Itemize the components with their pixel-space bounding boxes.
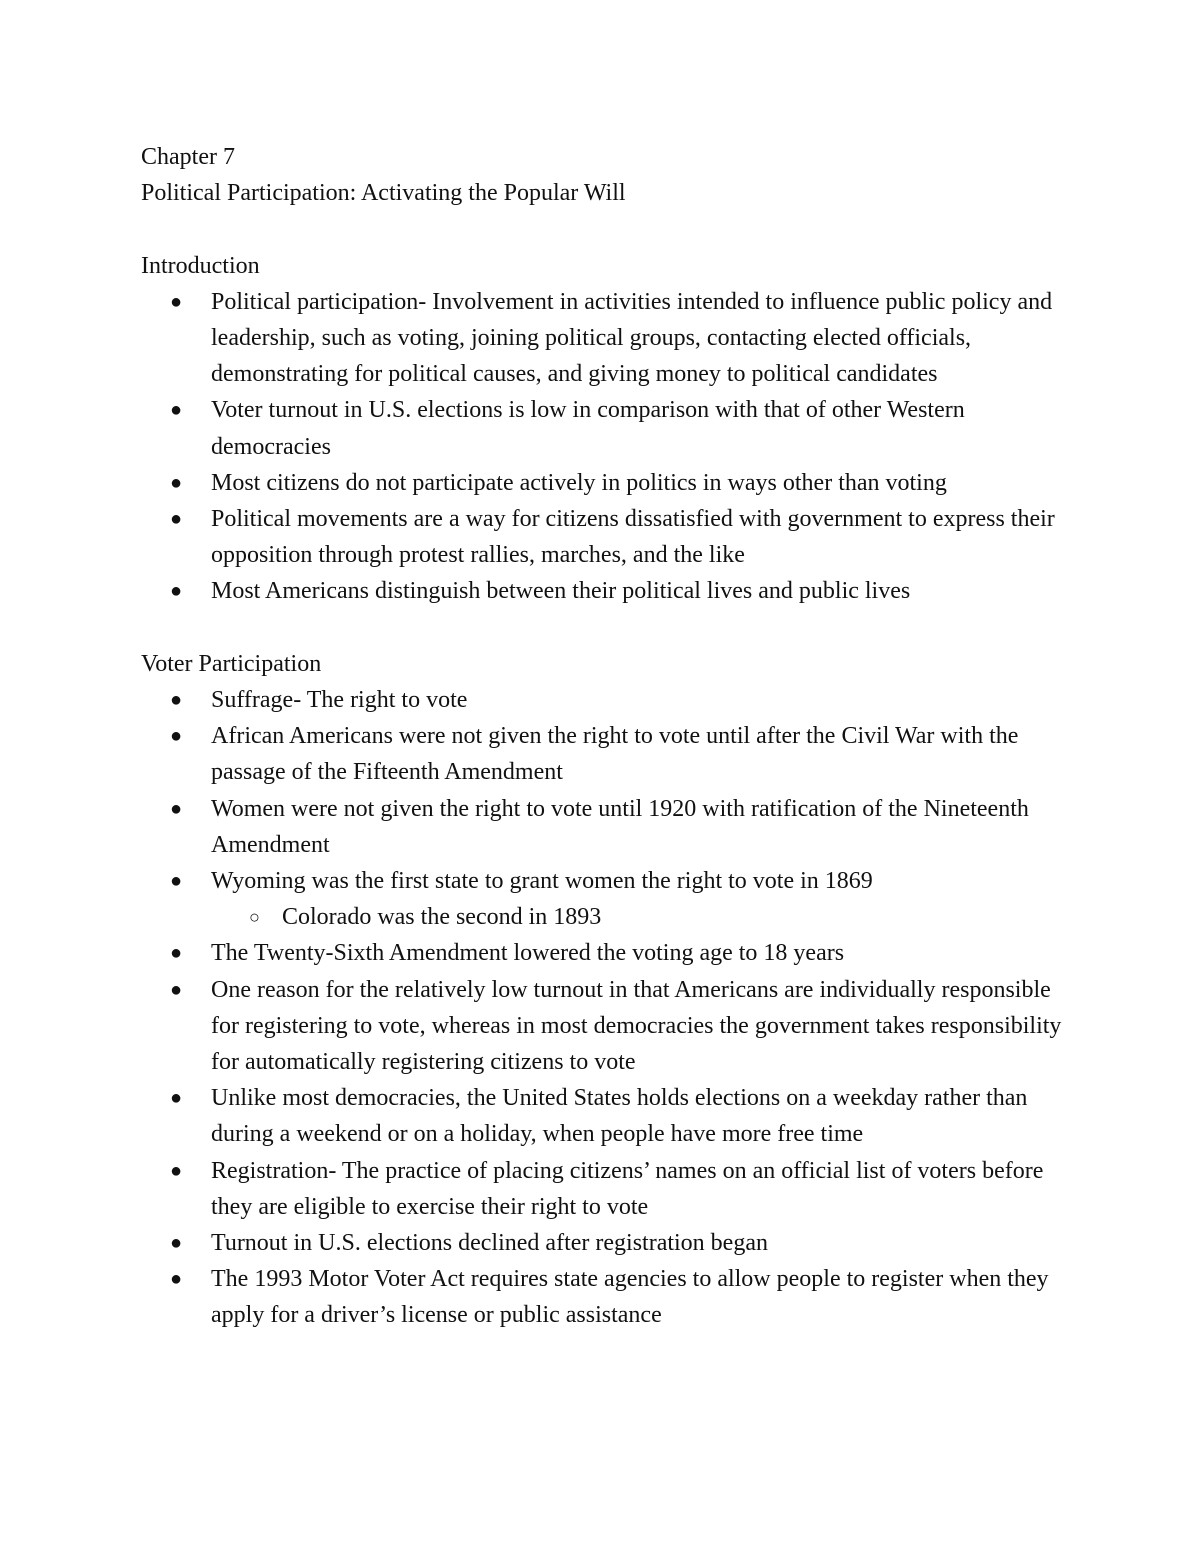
document-page [141,139,1071,1334]
sub-list-item [211,899,1071,935]
list-item [141,863,1071,935]
sub-list [211,899,1071,935]
list-item [141,718,1071,790]
list-item [141,1153,1071,1225]
bullet-icon: ● [170,942,183,965]
spacer [141,610,1071,646]
list-item [141,1225,1071,1261]
bullet-icon: ● [170,870,183,893]
bullet-icon: ● [170,1087,183,1110]
list-item [141,791,1071,863]
bullet-icon: ● [170,689,183,712]
list-item-text: Wyoming was the first state to grant women the right to vote in 1869 [211,868,873,895]
list-item-text: Political participation- Involvement in activities intended to influence public policy and leadership, such as voting, joining political groups, contacting elected officials, demonstrating for political causes, and giving money to political candidates [211,288,1053,388]
bullet-icon: ● [170,508,183,531]
bullet-icon: ● [170,1232,183,1255]
list-item-text: The 1993 Motor Voter Act requires state agencies to allow people to register when they apply for a driver’s license or public assistance [211,1266,1049,1329]
list-item-text: Turnout in U.S. elections declined after registration began [211,1230,768,1257]
chapter-label: Chapter 7 [141,144,235,170]
list-item-text: Women were not given the right to vote until 1920 with ratification of the Nineteenth Amendment [211,795,1029,858]
list-item-text: Political movements are a way for citizens dissatisfied with government to express their opposition through protest rallies, marches, and the like [211,506,1055,569]
spacer [141,211,1071,247]
list-item-text: The Twenty-Sixth Amendment lowered the voting age to 18 years [211,940,845,967]
list-item [141,682,1071,718]
bullet-icon: ● [170,1159,183,1182]
bullet-icon: ● [170,1268,183,1291]
list-item-text: African Americans were not given the right to vote until after the Civil War with the passage of the Fifteenth Amendment [211,723,1019,786]
list-item [141,573,1071,609]
list-item-text: Most Americans distinguish between their political lives and public lives [211,578,911,605]
section-heading-introduction: Introduction [141,252,260,279]
bullet-icon: ● [170,399,183,422]
sub-list-item-text: Colorado was the second in 1893 [282,904,602,931]
list-item [141,501,1071,573]
list-item-text: One reason for the relatively low turnout in that Americans are individually responsible for registering to vote, whereas in most democracies the government takes responsibility for automatically registering citizens to vote [211,976,1062,1076]
list-item [141,1080,1071,1152]
bullet-icon: ● [170,725,183,748]
list-item [141,284,1071,393]
list-item-text: Voter turnout in U.S. elections is low in comparison with that of other Western democracies [211,397,965,460]
chapter-title: Political Participation: Activating the Popular Will [141,180,626,207]
bullet-icon: ● [170,797,183,820]
bullet-icon: ● [170,580,183,603]
list-item [141,935,1071,971]
voter-participation-list [141,682,1071,1334]
bullet-icon: ● [170,290,183,313]
introduction-list [141,284,1071,610]
list-item-text: Unlike most democracies, the United States holds elections on a weekday rather than during a weekend or on a holiday, when people have more free time [211,1085,1028,1148]
section-heading-voter-participation: Voter Participation [141,650,322,677]
list-item-text: Most citizens do not participate actively in politics in ways other than voting [211,469,947,496]
hollow-bullet-icon: ○ [249,907,260,928]
list-item-text: Registration- The practice of placing citizens’ names on an official list of voters before they are eligible to exercise their right to vote [211,1157,1044,1220]
list-item [141,392,1071,464]
list-item [141,465,1071,501]
list-item [141,972,1071,1081]
bullet-icon: ● [170,471,183,494]
list-item [141,1261,1071,1333]
bullet-icon: ● [170,978,183,1001]
list-item-text: Suffrage- The right to vote [211,687,468,714]
